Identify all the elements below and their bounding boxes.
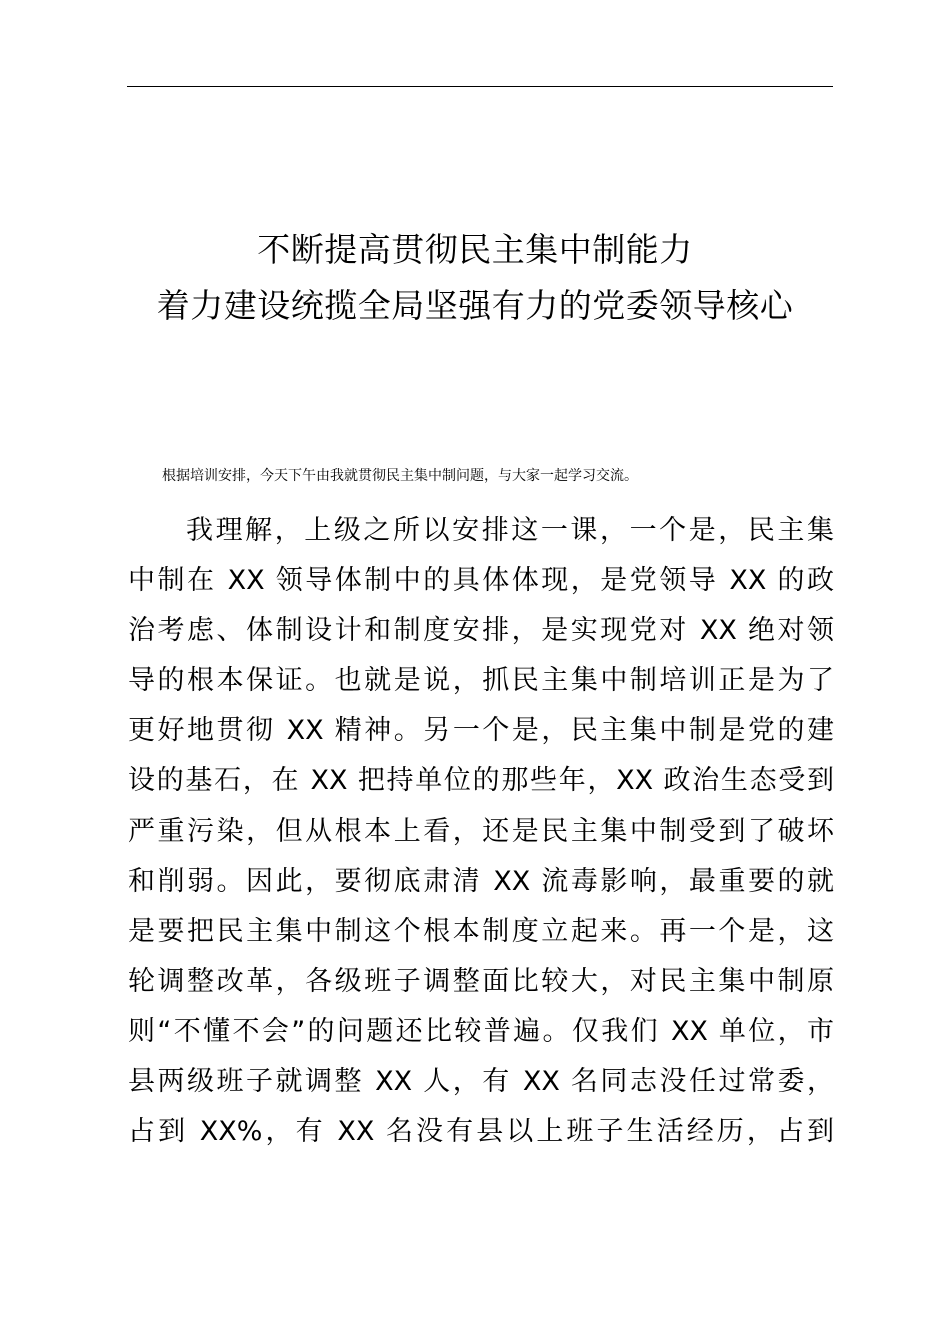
paragraph-line: 和削弱。因此，要彻底肃清 XX 流毒影响，最重要的就 bbox=[128, 865, 834, 897]
paragraph-line: 县两级班子就调整 XX 人，有 XX 名同志没任过常委， bbox=[128, 1066, 834, 1098]
header-rule bbox=[127, 86, 833, 87]
paragraph-line: 治考虑、体制设计和制度安排，是实现党对 XX 绝对领 bbox=[128, 615, 834, 647]
title-line-2: 着力建设统揽全局坚强有力的党委领导核心 bbox=[156, 286, 794, 325]
paragraph-line: 轮调整改革，各级班子调整面比较大，对民主集中制原 bbox=[128, 965, 834, 997]
paragraph-line: 设的基石，在 XX 把持单位的那些年，XX 政治生态受到 bbox=[128, 765, 834, 797]
title-line-1: 不断提高贯彻民主集中制能力 bbox=[257, 230, 693, 269]
paragraph-line: 中制在 XX 领导体制中的具体体现，是党领导 XX 的政 bbox=[128, 565, 834, 597]
paragraph-line: 更好地贯彻 XX 精神。另一个是，民主集中制是党的建 bbox=[128, 715, 834, 747]
paragraph-line: 占到 XX%，有 XX 名没有县以上班子生活经历，占到 bbox=[128, 1116, 834, 1148]
paragraph-line: 导的根本保证。也就是说，抓民主集中制培训正是为了 bbox=[128, 665, 834, 697]
intro-text: 根据培训安排，今天下午由我就贯彻民主集中制问题，与大家一起学习交流。 bbox=[162, 468, 638, 484]
paragraph-line: 我理解，上级之所以安排这一课，一个是，民主集 bbox=[186, 515, 834, 546]
paragraph-line: 则“不懂不会”的问题还比较普遍。仅我们 XX 单位，市 bbox=[128, 1015, 834, 1047]
paragraph-line: 是要把民主集中制这个根本制度立起来。再一个是，这 bbox=[128, 915, 834, 947]
paragraph-line: 严重污染，但从根本上看，还是民主集中制受到了破坏 bbox=[128, 815, 834, 847]
body-paragraph bbox=[128, 506, 834, 1157]
document-title bbox=[0, 222, 950, 334]
